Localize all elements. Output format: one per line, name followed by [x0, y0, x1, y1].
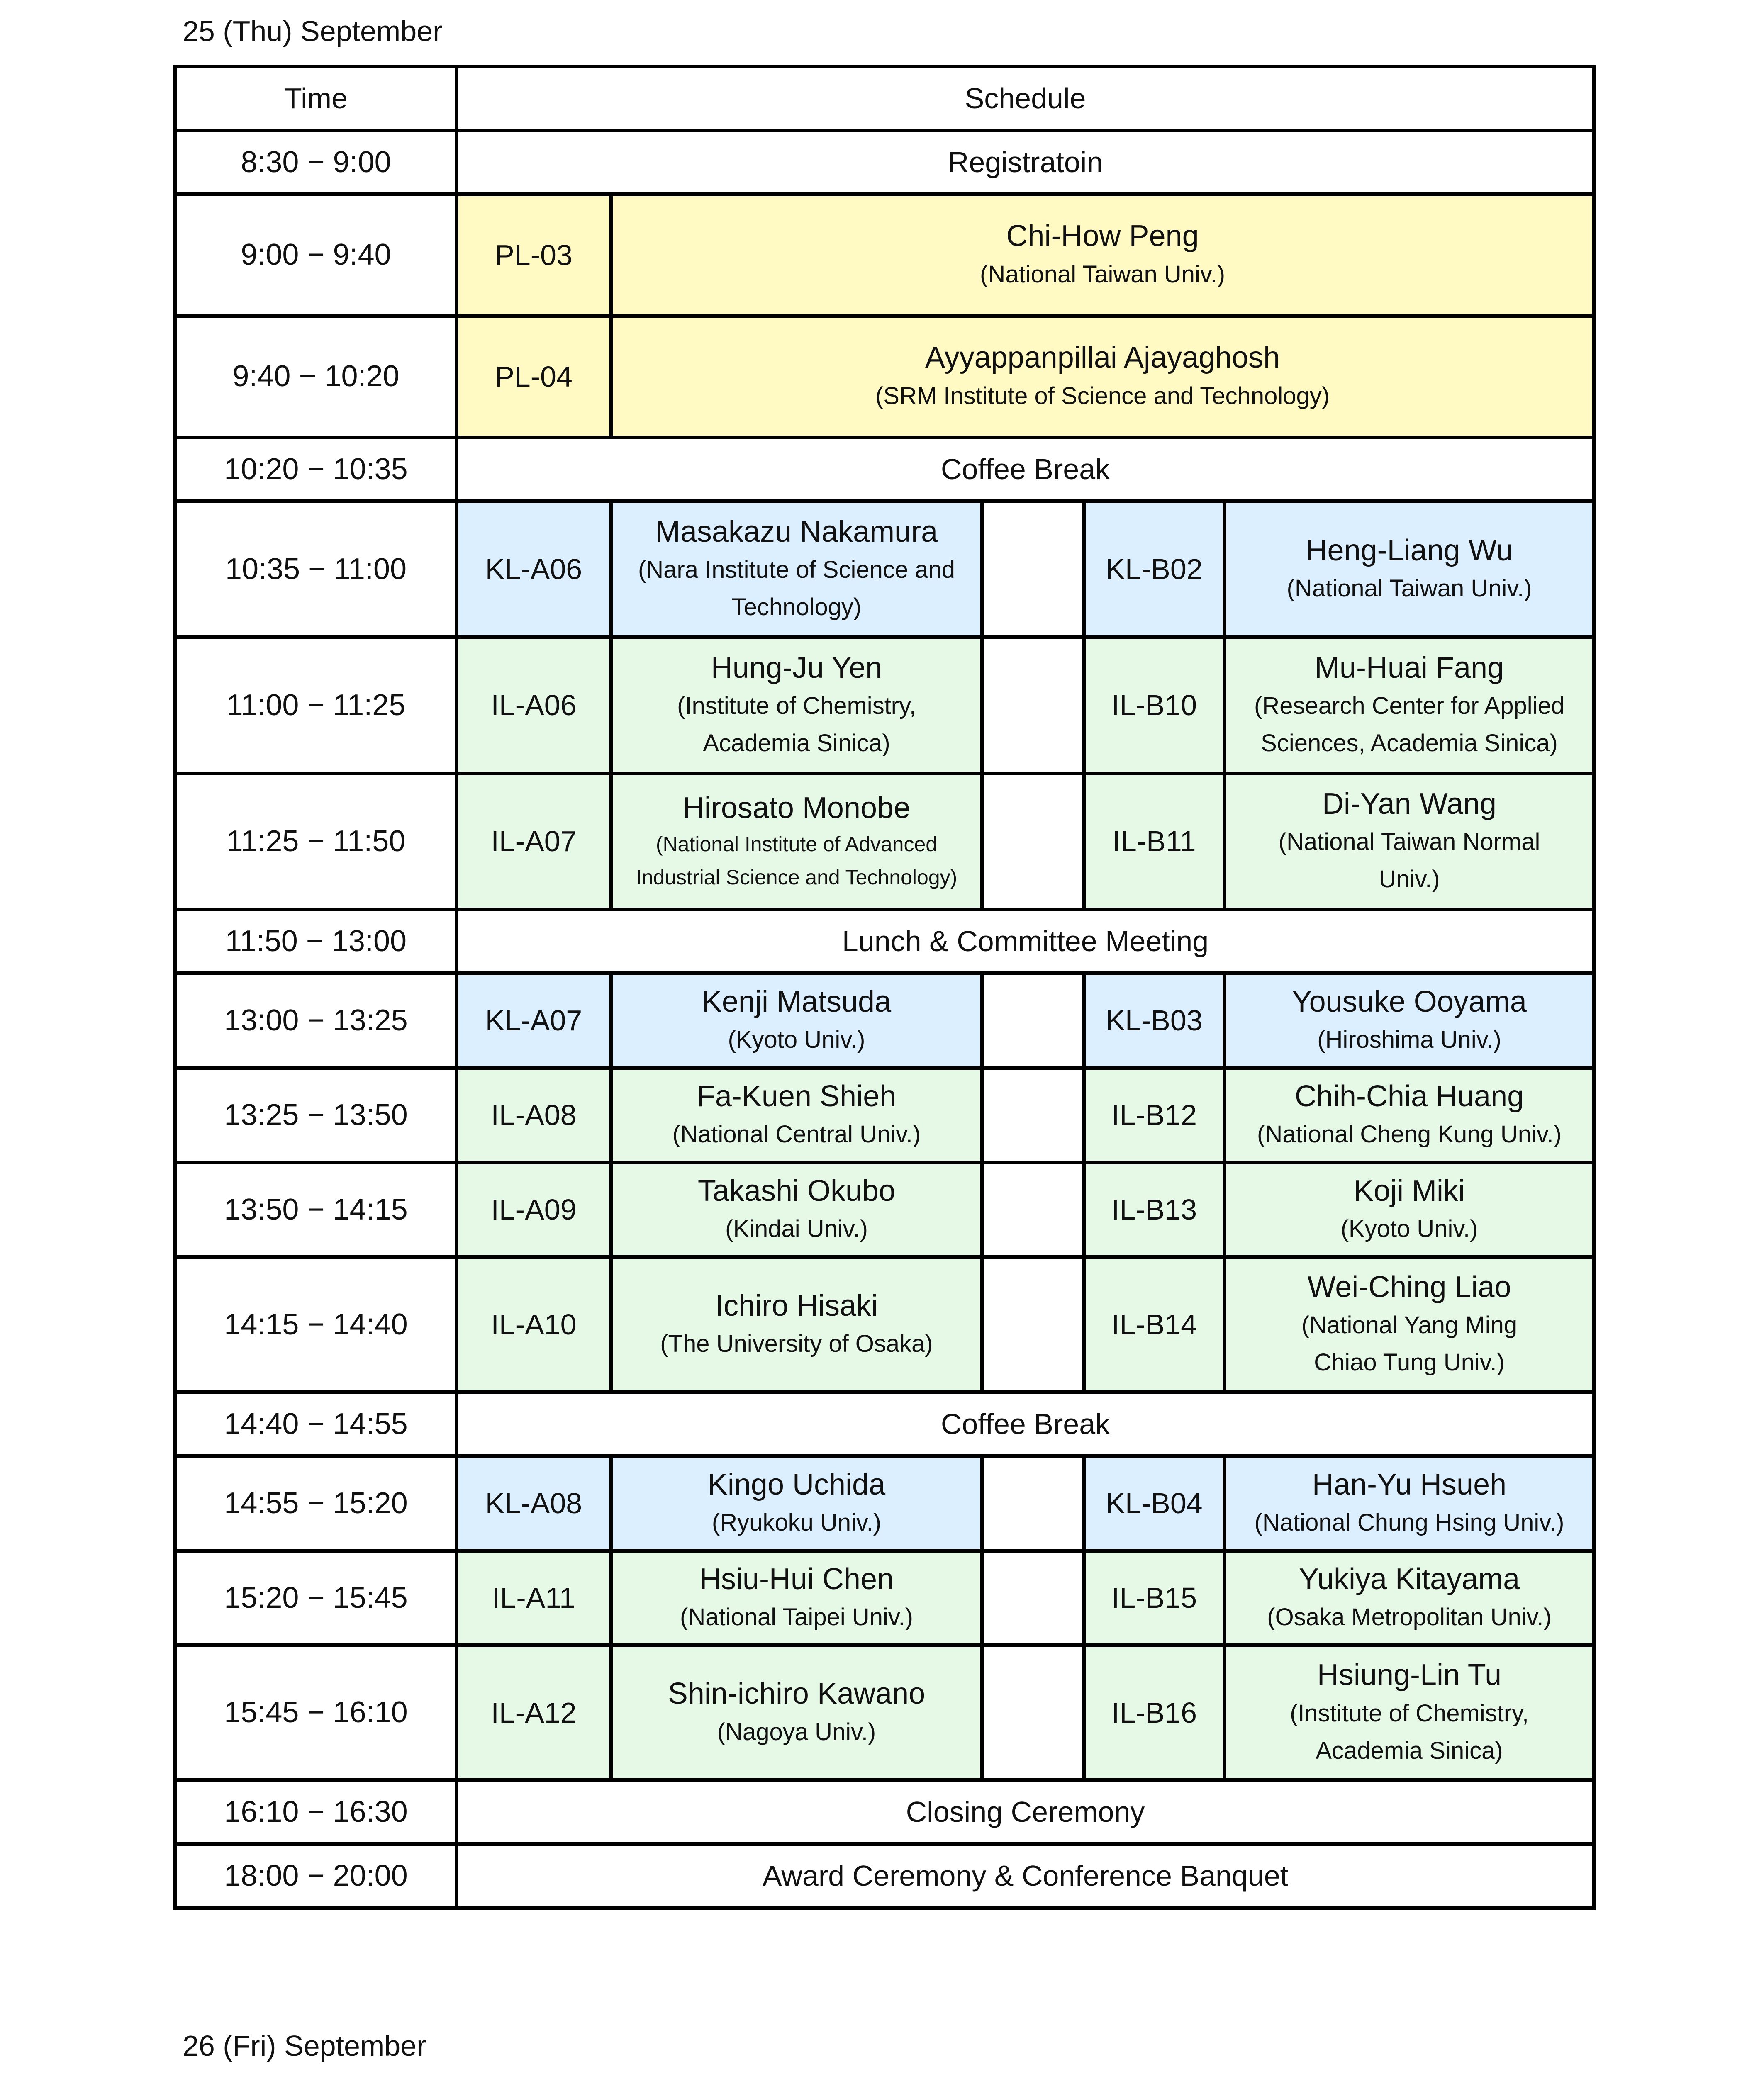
speaker-name: Yukiya Kitayama: [1299, 1562, 1520, 1596]
event-cell: Coffee Break: [457, 438, 1594, 501]
event-cell: Closing Ceremony: [457, 1780, 1594, 1844]
session-code-b: IL-B10: [1084, 638, 1225, 774]
speaker-affiliation: Academia Sinica): [1316, 1737, 1503, 1764]
speaker-name: Chih-Chia Huang: [1294, 1079, 1524, 1113]
table-row: [175, 195, 1594, 316]
event-cell: Coffee Break: [457, 1392, 1594, 1456]
session-code-b: IL-B13: [1084, 1163, 1225, 1257]
event-cell: Lunch & Committee Meeting: [457, 910, 1594, 974]
speaker-cell-a: [611, 638, 982, 774]
time-cell: 15:45 − 16:10: [175, 1646, 457, 1780]
table-row: [175, 774, 1594, 910]
speaker-cell-b: [1225, 638, 1594, 774]
speaker-cell-a: [611, 1163, 982, 1257]
speaker-affiliation: Chiao Tung Univ.): [1314, 1349, 1505, 1376]
schedule-header: Schedule: [457, 67, 1594, 131]
time-cell: 9:00 − 9:40: [175, 195, 457, 316]
time-cell: 11:00 − 11:25: [175, 638, 457, 774]
speaker-affiliation: (National Yang Ming: [1301, 1312, 1518, 1339]
speaker-cell-a: [611, 774, 982, 910]
speaker-affiliation: (Kindai Univ.): [725, 1215, 868, 1243]
speaker-cell-a: [611, 1551, 982, 1646]
speaker-affiliation: Univ.): [1379, 866, 1440, 893]
speaker-name: Shin-ichiro Kawano: [668, 1677, 926, 1711]
table-header-row: [175, 67, 1594, 131]
speaker-affiliation: (Hiroshima Univ.): [1317, 1026, 1501, 1054]
time-cell: 16:10 − 16:30: [175, 1780, 457, 1844]
speaker-name: Chi-How Peng: [1006, 219, 1199, 253]
speaker-cell-b: [1225, 1551, 1594, 1646]
speaker-name: Hsiung-Lin Tu: [1317, 1658, 1502, 1692]
time-cell: 11:25 − 11:50: [175, 774, 457, 910]
speaker-affiliation: (SRM Institute of Science and Technology): [875, 382, 1330, 409]
speaker-cell-a: [611, 974, 982, 1068]
column-gap: [982, 501, 1084, 638]
time-cell: 13:50 − 14:15: [175, 1163, 457, 1257]
speaker-affiliation: (Kyoto Univ.): [728, 1026, 865, 1054]
column-gap: [982, 1257, 1084, 1392]
speaker-affiliation: (National Chung Hsing Univ.): [1254, 1509, 1564, 1536]
table-row: [175, 638, 1594, 774]
speaker-affiliation: (Institute of Chemistry,: [677, 692, 916, 720]
speaker-affiliation: (The University of Osaka): [660, 1330, 933, 1358]
session-code-b: IL-B14: [1084, 1257, 1225, 1392]
table-row: [175, 438, 1594, 501]
speaker-affiliation: (National Taiwan Univ.): [980, 260, 1226, 288]
speaker-cell-b: [1225, 974, 1594, 1068]
session-code-b: KL-B04: [1084, 1456, 1225, 1551]
speaker-name: Koji Miki: [1354, 1174, 1465, 1207]
time-cell: 13:25 − 13:50: [175, 1068, 457, 1163]
column-gap: [982, 1551, 1084, 1646]
session-code-a: IL-A11: [457, 1551, 611, 1646]
table-row: [175, 316, 1594, 438]
time-cell: 14:40 − 14:55: [175, 1392, 457, 1456]
schedule-table-day1: [173, 65, 1596, 1910]
time-header: Time: [175, 67, 457, 131]
speaker-cell-b: [1225, 501, 1594, 638]
speaker-cell-b: [1225, 1646, 1594, 1780]
speaker-affiliation: Academia Sinica): [703, 730, 890, 757]
speaker-name: Ichiro Hisaki: [715, 1289, 878, 1322]
session-code-a: IL-A06: [457, 638, 611, 774]
table-row: [175, 1646, 1594, 1780]
time-cell: 10:35 − 11:00: [175, 501, 457, 638]
speaker-affiliation: (Nara Institute of Science and: [638, 556, 955, 584]
day1-title: 25 (Thu) September: [183, 15, 443, 47]
time-cell: 14:55 − 15:20: [175, 1456, 457, 1551]
table-row: [175, 1257, 1594, 1392]
column-gap: [982, 774, 1084, 910]
speaker-cell-b: [1225, 1068, 1594, 1163]
speaker-name: Takashi Okubo: [697, 1174, 896, 1207]
speaker-affiliation: (National Central Univ.): [672, 1121, 921, 1148]
time-cell: 13:00 − 13:25: [175, 974, 457, 1068]
session-code-a: IL-A12: [457, 1646, 611, 1780]
event-cell: Registratoin: [457, 131, 1594, 195]
session-code-a: IL-A08: [457, 1068, 611, 1163]
session-code-a: IL-A07: [457, 774, 611, 910]
column-gap: [982, 638, 1084, 774]
session-code-a: IL-A09: [457, 1163, 611, 1257]
column-gap: [982, 974, 1084, 1068]
speaker-cell-a: [611, 1646, 982, 1780]
speaker-cell-a: [611, 1068, 982, 1163]
speaker-cell-b: [1225, 774, 1594, 910]
speaker-cell: [611, 316, 1594, 438]
speaker-name: Han-Yu Hsueh: [1312, 1468, 1507, 1501]
speaker-name: Mu-Huai Fang: [1314, 651, 1504, 684]
column-gap: [982, 1068, 1084, 1163]
table-row: [175, 1456, 1594, 1551]
speaker-name: Hung-Ju Yen: [711, 651, 882, 684]
speaker-affiliation: (National Taiwan Normal: [1278, 828, 1540, 856]
speaker-cell-b: [1225, 1257, 1594, 1392]
session-code-b: KL-B02: [1084, 501, 1225, 638]
speaker-name: Wei-Ching Liao: [1307, 1270, 1511, 1304]
session-code-a: KL-A07: [457, 974, 611, 1068]
session-code-b: IL-B12: [1084, 1068, 1225, 1163]
table-row: [175, 1780, 1594, 1844]
time-cell: 18:00 − 20:00: [175, 1844, 457, 1908]
speaker-name: Fa-Kuen Shieh: [697, 1079, 897, 1113]
session-code-b: IL-B15: [1084, 1551, 1225, 1646]
session-code-a: IL-A10: [457, 1257, 611, 1392]
speaker-name: Di-Yan Wang: [1322, 787, 1497, 820]
speaker-name: Kingo Uchida: [707, 1468, 886, 1501]
speaker-cell-a: [611, 1456, 982, 1551]
speaker-affiliation: Technology): [731, 594, 862, 621]
session-code: PL-04: [457, 316, 611, 438]
speaker-affiliation: (Osaka Metropolitan Univ.): [1267, 1604, 1552, 1631]
speaker-affiliation: (Research Center for Applied: [1254, 692, 1564, 720]
time-cell: 10:20 − 10:35: [175, 438, 457, 501]
table-row: [175, 974, 1594, 1068]
speaker-cell-a: [611, 501, 982, 638]
table-row: [175, 910, 1594, 974]
table-row: [175, 1844, 1594, 1908]
speaker-cell-a: [611, 1257, 982, 1392]
table-row: [175, 501, 1594, 638]
speaker-name: Kenji Matsuda: [702, 985, 892, 1018]
day2-title: 26 (Fri) September: [183, 2030, 426, 2062]
session-code-b: IL-B16: [1084, 1646, 1225, 1780]
table-row: [175, 1551, 1594, 1646]
speaker-affiliation: Sciences, Academia Sinica): [1261, 730, 1558, 757]
session-code-a: KL-A08: [457, 1456, 611, 1551]
session-code-b: IL-B11: [1084, 774, 1225, 910]
table-row: [175, 1392, 1594, 1456]
event-cell: Award Ceremony & Conference Banquet: [457, 1844, 1594, 1908]
time-cell: 8:30 − 9:00: [175, 131, 457, 195]
table-row: [175, 131, 1594, 195]
session-code: PL-03: [457, 195, 611, 316]
speaker-name: Hirosato Monobe: [682, 791, 911, 825]
speaker-name: Masakazu Nakamura: [655, 515, 938, 548]
speaker-affiliation: (National Taipei Univ.): [680, 1604, 913, 1631]
speaker-affiliation: (Ryukoku Univ.): [711, 1509, 882, 1536]
speaker-cell-b: [1225, 1163, 1594, 1257]
column-gap: [982, 1456, 1084, 1551]
speaker-affiliation: (Kyoto Univ.): [1340, 1215, 1478, 1243]
speaker-affiliation: (National Cheng Kung Univ.): [1257, 1121, 1562, 1148]
speaker-name: Yousuke Ooyama: [1292, 985, 1527, 1018]
time-cell: 9:40 − 10:20: [175, 316, 457, 438]
time-cell: 11:50 − 13:00: [175, 910, 457, 974]
speaker-name: Heng-Liang Wu: [1306, 533, 1513, 567]
speaker-cell: [611, 195, 1594, 316]
table-row: [175, 1163, 1594, 1257]
speaker-affiliation: (Nagoya Univ.): [717, 1718, 876, 1745]
session-code-a: KL-A06: [457, 501, 611, 638]
session-code-b: KL-B03: [1084, 974, 1225, 1068]
column-gap: [982, 1646, 1084, 1780]
table-row: [175, 1068, 1594, 1163]
speaker-cell-b: [1225, 1456, 1594, 1551]
speaker-affiliation: (National Taiwan Univ.): [1286, 575, 1532, 602]
speaker-affiliation: (National Institute of Advanced: [655, 833, 938, 856]
speaker-affiliation: Industrial Science and Technology): [636, 866, 958, 889]
time-cell: 15:20 − 15:45: [175, 1551, 457, 1646]
speaker-affiliation: (Institute of Chemistry,: [1290, 1699, 1529, 1727]
column-gap: [982, 1163, 1084, 1257]
speaker-name: Hsiu-Hui Chen: [699, 1562, 894, 1596]
speaker-name: Ayyappanpillai Ajayaghosh: [925, 341, 1280, 375]
time-cell: 14:15 − 14:40: [175, 1257, 457, 1392]
